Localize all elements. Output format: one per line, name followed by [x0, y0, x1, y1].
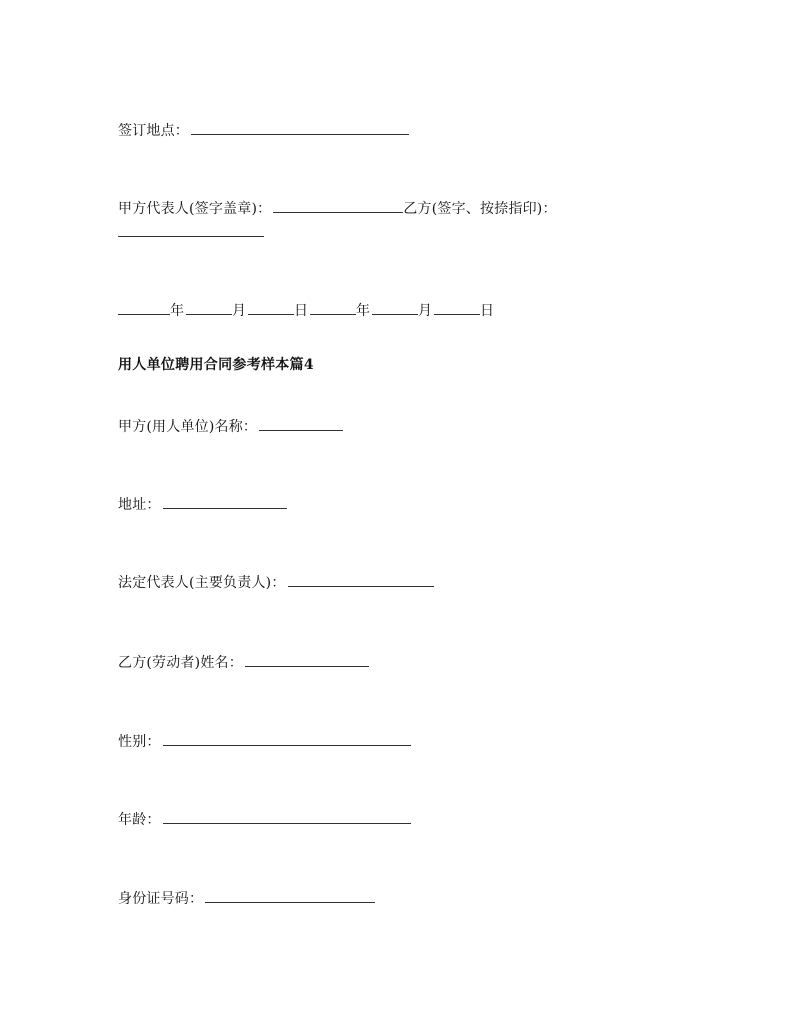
party-b-signature-label: 乙方(签字、按捺指印)：	[403, 201, 557, 217]
signing-place-label: 签订地点：	[118, 123, 189, 139]
gender-label: 性别：	[118, 734, 161, 750]
party-b-month-blank[interactable]	[372, 300, 418, 315]
party-a-year-label: 年	[170, 303, 184, 319]
party-a-name-row	[118, 416, 343, 436]
legal-rep-blank[interactable]	[288, 572, 434, 587]
signing-place-blank[interactable]	[191, 120, 409, 135]
signing-place-row	[118, 120, 409, 140]
party-a-signature-label: 甲方代表人(签字盖章)：	[118, 201, 272, 217]
party-b-year-blank[interactable]	[310, 300, 356, 315]
party-b-day-blank[interactable]	[434, 300, 480, 315]
address-blank[interactable]	[163, 494, 287, 509]
party-b-signature-blank[interactable]	[118, 222, 264, 237]
party-b-name-row	[118, 652, 369, 672]
id-number-label: 身份证号码：	[118, 891, 204, 907]
party-b-name-blank[interactable]	[245, 652, 369, 667]
age-label: 年龄：	[118, 812, 161, 828]
address-label: 地址：	[118, 497, 161, 513]
party-b-name-label: 乙方(劳动者)姓名：	[118, 655, 243, 671]
address-row	[118, 494, 287, 514]
gender-blank[interactable]	[163, 731, 411, 746]
party-a-signature-blank[interactable]	[273, 198, 403, 213]
signature-row	[118, 198, 557, 218]
party-a-day-blank[interactable]	[248, 300, 294, 315]
age-blank[interactable]	[163, 809, 411, 824]
party-a-month-blank[interactable]	[186, 300, 232, 315]
party-a-name-label: 甲方(用人单位)名称：	[118, 419, 258, 435]
id-number-blank[interactable]	[205, 888, 375, 903]
party-a-month-label: 月	[232, 303, 246, 319]
section-title: 用人单位聘用合同参考样本篇4	[118, 357, 314, 373]
date-row	[118, 300, 494, 320]
legal-rep-row	[118, 572, 434, 592]
legal-rep-label: 法定代表人(主要负责人)：	[118, 575, 286, 591]
party-b-day-label: 日	[480, 303, 494, 319]
gender-row	[118, 731, 411, 751]
id-number-row	[118, 888, 375, 908]
age-row	[118, 809, 411, 829]
party-a-name-blank[interactable]	[259, 416, 343, 431]
party-a-year-blank[interactable]	[118, 300, 170, 315]
party-b-signature-row	[118, 222, 264, 242]
party-b-month-label: 月	[418, 303, 432, 319]
party-a-day-label: 日	[294, 303, 308, 319]
party-b-year-label: 年	[356, 303, 370, 319]
